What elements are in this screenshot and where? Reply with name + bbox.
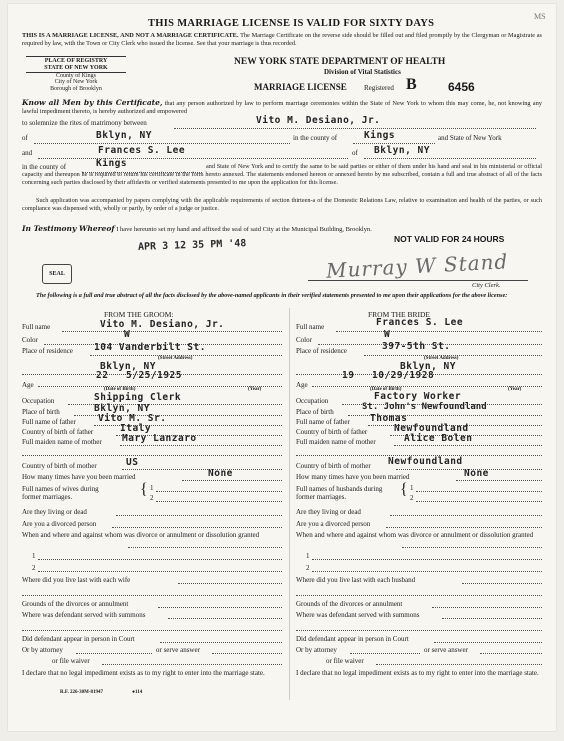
bride-mother-label: Full maiden name of mother (296, 438, 376, 446)
bride-birthplace: St. John's Newfoundland (362, 402, 487, 412)
bride-spouse-item-2: 2 (410, 494, 414, 502)
bride-spouse-item-1: 1 (410, 484, 414, 492)
groom-name-value: Vito M. Desiano, Jr. (256, 115, 381, 126)
registered-label: Registered (364, 84, 394, 92)
solemnize-label: to solemnize the rites of matrimony between (22, 119, 147, 127)
bride-father-country: Newfoundland (394, 423, 469, 434)
groom-dob: 5/25/1925 (126, 370, 182, 381)
authorization-text (22, 99, 542, 117)
bride-mother: Alice Bolen (404, 433, 473, 444)
bride-residence: 397-5th St. (382, 341, 451, 352)
groom-mother-label: Full maiden name of mother (22, 438, 102, 446)
bride-service-label: or serve answer (424, 646, 468, 654)
bride-father-country-label: Country of birth of father (296, 428, 368, 436)
bride-waiver-label: or file waiver (326, 657, 364, 665)
groom-mother: Mary Lanzaro (122, 433, 197, 444)
in-county-of-label: in the county of (22, 163, 67, 171)
bride-served-label: Where was defendant served with summons (296, 611, 420, 619)
bride-occupation-label: Occupation (296, 397, 329, 405)
groom-times-married-label: How many times have you been married (22, 473, 136, 481)
groom-color: W (124, 329, 131, 340)
registered-letter: B (406, 76, 417, 93)
registry-city: City of New York (54, 79, 98, 86)
bride-attorney-label: Or by attorney (296, 646, 337, 654)
clerk-signature: Murray W Stand (325, 249, 509, 283)
bride-color: W (384, 329, 391, 340)
bride-grounds-label: Grounds of the divorces or annulment (296, 600, 403, 608)
groom-father-country-label: Country of birth of father (22, 428, 94, 436)
bride-father: Thomas (370, 413, 408, 424)
bride-year-caption: (Year) (508, 387, 522, 392)
groom-occupation: Shipping Clerk (94, 392, 182, 403)
groom-attorney-label: Or by attorney (22, 646, 63, 654)
groom-divorced-label: Are you a divorced person (22, 520, 97, 528)
bride-dob: 10/29/1928 (372, 370, 435, 381)
groom-divorce-item-1: 1 (32, 552, 36, 560)
and-state-label: and State of New York (438, 134, 502, 142)
bride-lived-last-label: Where did you live last with each husband (296, 576, 416, 584)
corner-mark: MS (534, 12, 546, 21)
groom-birthplace-label: Place of birth (22, 408, 60, 416)
testimony-text: I have hereunto set my hand and affixed the seal of said City at the Municipal Building, Brooklyn. (116, 226, 372, 233)
groom-birthplace: Bklyn, NY (94, 403, 150, 414)
bride-color-label: Color (296, 336, 312, 344)
license-notice-text: The Marriage Certificate on the reverse side should be filled out and filed promptly by the Clergyman or Magistrate as required by law, with the Town or City Clerk who issued the license. See that your marriage is thus recorded. (22, 32, 542, 47)
registry-borough: Borough of Brooklyn (50, 86, 102, 93)
registry-title: PLACE OF REGISTRY (26, 56, 126, 65)
bride-full-name: Frances S. Lee (376, 317, 464, 328)
bride-birthplace-label: Place of birth (296, 408, 334, 416)
groom-residence: 104 Vanderbilt St. (94, 342, 206, 353)
place-of-registry (26, 56, 126, 93)
groom-year-caption: (Year) (248, 387, 262, 392)
groom-full-name: Vito M. Desiano, Jr. (100, 319, 225, 330)
bride-divorced-label: Are you a divorced person (296, 520, 371, 528)
know-all-heading: Know all Men by this Certificate, (22, 98, 163, 107)
bride-times-married-label: How many times have you been married (296, 473, 410, 481)
date-stamp: APR 3 12 35 PM '48 (137, 238, 247, 253)
groom-former-spouses-label: Full names of wives during former marriages. (22, 485, 99, 501)
groom-street-caption: (Street Address) (158, 356, 193, 361)
groom-father-label: Full name of father (22, 418, 76, 426)
not-valid-notice: NOT VALID FOR 24 HOURS (394, 234, 505, 244)
groom-divorce-when-label: When and where and against whom was divorce or annulment or dissolution granted (22, 531, 260, 539)
groom-occupation-label: Occupation (22, 397, 55, 405)
groom-place-value: Bklyn, NY (96, 130, 152, 141)
document-title: THIS MARRIAGE LICENSE IS VALID FOR SIXTY DAYS (148, 18, 435, 29)
bride-dob-caption: (Date of Birth) (370, 387, 402, 392)
department-name: NEW YORK STATE DEPARTMENT OF HEALTH (234, 57, 446, 67)
bride-mother-country-label: Country of birth of mother (296, 462, 371, 470)
bride-mother-country: Newfoundland (388, 456, 463, 467)
groom-served-label: Where was defendant served with summons (22, 611, 146, 619)
testimony-heading: In Testimony Whereof (22, 224, 115, 233)
groom-spouse-item-2: 2 (150, 494, 154, 502)
groom-color-label: Color (22, 336, 38, 344)
print-code: ●114 (132, 690, 143, 695)
city-clerk-label: City Clerk. (472, 282, 501, 289)
bride-living-label: Are they living or dead (296, 508, 361, 516)
bride-residence-city: Bklyn, NY (400, 361, 456, 372)
bride-times-married: None (464, 468, 489, 479)
license-notice-lead: THIS IS A MARRIAGE LICENSE, AND NOT A MARRIAGE CERTIFICATE. (22, 32, 239, 39)
bride-former-spouses-label: Full names of husbands during former marriages. (296, 485, 383, 501)
in-county-label: in the county of (293, 134, 338, 142)
groom-lived-last-label: Where did you live last with each wife (22, 576, 131, 584)
form-number: R.F. 226-30M-81947 (60, 690, 104, 695)
groom-residence-label: Place of residence (22, 347, 73, 355)
bride-name-value: Frances S. Lee (98, 145, 186, 156)
bride-county-value: Kings (96, 158, 128, 169)
bride-appear-label: Did defendant appear in person in Court (296, 635, 409, 643)
registry-county: County of Kings (55, 72, 96, 79)
certify-text: and State of New York and to certify the same to be said parties or either of them under his hand and seal in his ministerial or official capacity and thereupon he is required to return his certificate in the form hereto annexed. The statements endorsed hereon or annexed hereto by me subscribed, contain a full and true abstract of all of the facts concerning such parties disclosed by their affidavits or verified statements presented to me upon the application for this license. (22, 163, 542, 186)
seal-box (42, 264, 72, 284)
groom-spouse-item-1: 1 (150, 484, 154, 492)
groom-mother-country-label: Country of birth of mother (22, 462, 97, 470)
groom-residence-city: Bklyn, NY (100, 361, 156, 372)
bride-divorce-when-label: When and where and against whom was divorce or annulment or dissolution granted (296, 531, 534, 539)
testimony-line (22, 224, 372, 233)
groom-county-value: Kings (364, 130, 396, 141)
print-code-icon: ● (132, 690, 136, 695)
groom-divorce-item-2: 2 (32, 564, 36, 572)
bride-declaration: I declare that no legal impediment exists as to my right to enter into the marriage state. (296, 669, 539, 677)
bride-full-name-label: Full name (296, 323, 325, 331)
bride-occupation: Factory Worker (374, 391, 462, 402)
license-label: MARRIAGE LICENSE (254, 82, 347, 92)
bride-divorce-item-1: 1 (306, 552, 310, 560)
bride-age: 19 (342, 370, 355, 381)
bride-age-label: Age (296, 381, 308, 389)
groom-living-label: Are they living or dead (22, 508, 87, 516)
bride-place-value: Bklyn, NY (374, 145, 430, 156)
groom-times-married: None (208, 468, 233, 479)
groom-dob-caption: (Date of Birth) (104, 387, 136, 392)
bride-street-caption: (Street Address) (424, 356, 459, 361)
groom-father: Vito M. Sr. (98, 413, 167, 424)
division-name: Division of Vital Statistics (324, 68, 401, 76)
bride-residence-label: Place of residence (296, 347, 347, 355)
of-label: of (22, 134, 28, 142)
groom-age: 22 (96, 370, 109, 381)
marriage-license-document: THIS MARRIAGE LICENSE IS VALID FOR SIXTY DAYS MS THIS IS A MARRIAGE LICENSE, AND NOT A MARRIAGE CERTIFICATE. The Marriage Certificate on the reverse side should be filled out and filed promptly by the Clergyman or Magistrate as required by law, with the Town or City Clerk who issued the license. See that your marriage is thus recorded. PLACE OF REGISTRY STATE OF NEW YORK County of Kings City of New York Borough of Brooklyn NEW YORK STATE DEPARTMENT OF HEALTH Division of Vital Statistics MARRIAGE LICENSE Registered B 6456 Know all Men by this Certificate, that any person authorized by law to perform marriage ceremonies within the State of New York to whom this may come, he, not knowing any lawful impediment thereto, is hereby authorized and empowered to solemnize the rites of matrimony between Vito M. Desiano, Jr. of Bklyn, NY in the county of Kings and State of New York and Frances S. Lee of Bklyn, NY in the county of Kings and State of New York and to certify the same to be said parties or either of them under his hand and seal in his ministerial or official capacity and thereupon he is required to return his certificate in the form hereto annexed. The statements endorsed hereon or annexed hereto by me subscribed, contain a full and true abstract of all of the facts concerning such parties disclosed by their affidavits or verified statements presented to me upon the application for this license. Such application was accompanied by papers complying with the applicable requirements of section thirteen-a of the Domestic Relations Law, relative to examination and health of the parties, or such compliance was dispensed with, wholly or partly, by order of a judge or justice. In Testimony Whereof I have hereunto set my hand and affixed the seal of said City at the Municipal Building, Brooklyn. NOT VALID FOR 24 HOURS APR 3 12 35 PM '48 SEAL Murray W Stand City Clerk. The following is a full and true abstract of all the facts disclosed by the above-named applicants in their verified statements presented to me upon their applications for the above license: FROM THE GROOM: Full name Vito M. Desiano, Jr. Color W Place of residence 104 Vanderbilt St. (Street Address) Bklyn, NY Age 22 5/25/1925 (Date of Birth) (Year) Occupation Shipping Clerk Place of birth Bklyn, NY Full name of father Vito M. Sr. Country of birth of father Italy Full maiden name of mother Mary Lanzaro Country of birth of mother US How many times have you been married None Full names of wives during former marriages. { 1 2 Are they living or dead Are you a divorced person When and where and against whom was divorce or annulment or dissolution granted 1 2 Where did you live last with each wife Grounds of the divorces or annulment Where was defendant served with summons Did defendant appear in person in Court Or by attorney or serve answer or file waiver I declare that no legal impediment exists as to my right to enter into the marriage state. R.F. 226-30M-81947 ●114 FROM THE BRIDE Full name Frances S. Lee Color W Place of residence 397-5th St. (Street Address) Bklyn, NY Age 19 10/29/1928 (Date of Birth) (Year) Occupation Factory Worker Place of birth St. John's Newfoundland Full name of father Thomas Country of birth of father Newfoundland Full maiden name of mother Alice Bolen Country of birth of mother Newfoundland How many times have you been married None Full names of husbands during former marriages. { 1 2 Are they living or dead Are you a divorced person When and where and against whom was divorce or annulment or dissolution granted 1 2 Where did you live last with each husband Grounds of the divorces or annulment Where was defendant served with summons Did defendant appear in person in Court Or by attorney or serve answer or file waiver I declare that no legal impediment exists as to my right to enter into the marriage state. (8, 4, 556, 731)
seal-label: SEAL (49, 271, 65, 277)
groom-mother-country: US (126, 457, 139, 468)
of-label-2: of (352, 149, 358, 157)
application-text: Such application was accompanied by papers complying with the applicable requirements of section thirteen-a of the Domestic Relations Law, relative to examination and health of the parties, or such compliance was dispensed with, wholly or partly, by order of a judge or justice. (22, 197, 542, 212)
license-notice (22, 32, 542, 47)
groom-heading: FROM THE GROOM: (104, 310, 174, 319)
groom-age-label: Age (22, 381, 34, 389)
abstract-text: The following is a full and true abstract of all the facts disclosed by the above-named applicants in their verified statements presented to me upon their applications for the above license: (36, 292, 508, 299)
groom-waiver-label: or file waiver (52, 657, 90, 665)
bride-heading: FROM THE BRIDE (368, 310, 430, 319)
registry-state: STATE OF NEW YORK (26, 65, 126, 73)
groom-declaration: I declare that no legal impediment exists as to my right to enter into the marriage state. (22, 669, 265, 677)
groom-father-country: Italy (120, 423, 152, 434)
license-number: 6456 (448, 80, 475, 94)
bride-divorce-item-2: 2 (306, 564, 310, 572)
groom-service-label: or serve answer (156, 646, 200, 654)
groom-appear-label: Did defendant appear in person in Court (22, 635, 135, 643)
groom-full-name-label: Full name (22, 323, 51, 331)
bride-father-label: Full name of father (296, 418, 350, 426)
groom-grounds-label: Grounds of the divorces or annulment (22, 600, 129, 608)
and-label: and (22, 149, 33, 157)
know-all-text: that any person authorized by law to perform marriage ceremonies within the State of New York to whom this may come, he, not knowing any lawful impediment thereto, is hereby authorized and empowered (22, 100, 542, 116)
